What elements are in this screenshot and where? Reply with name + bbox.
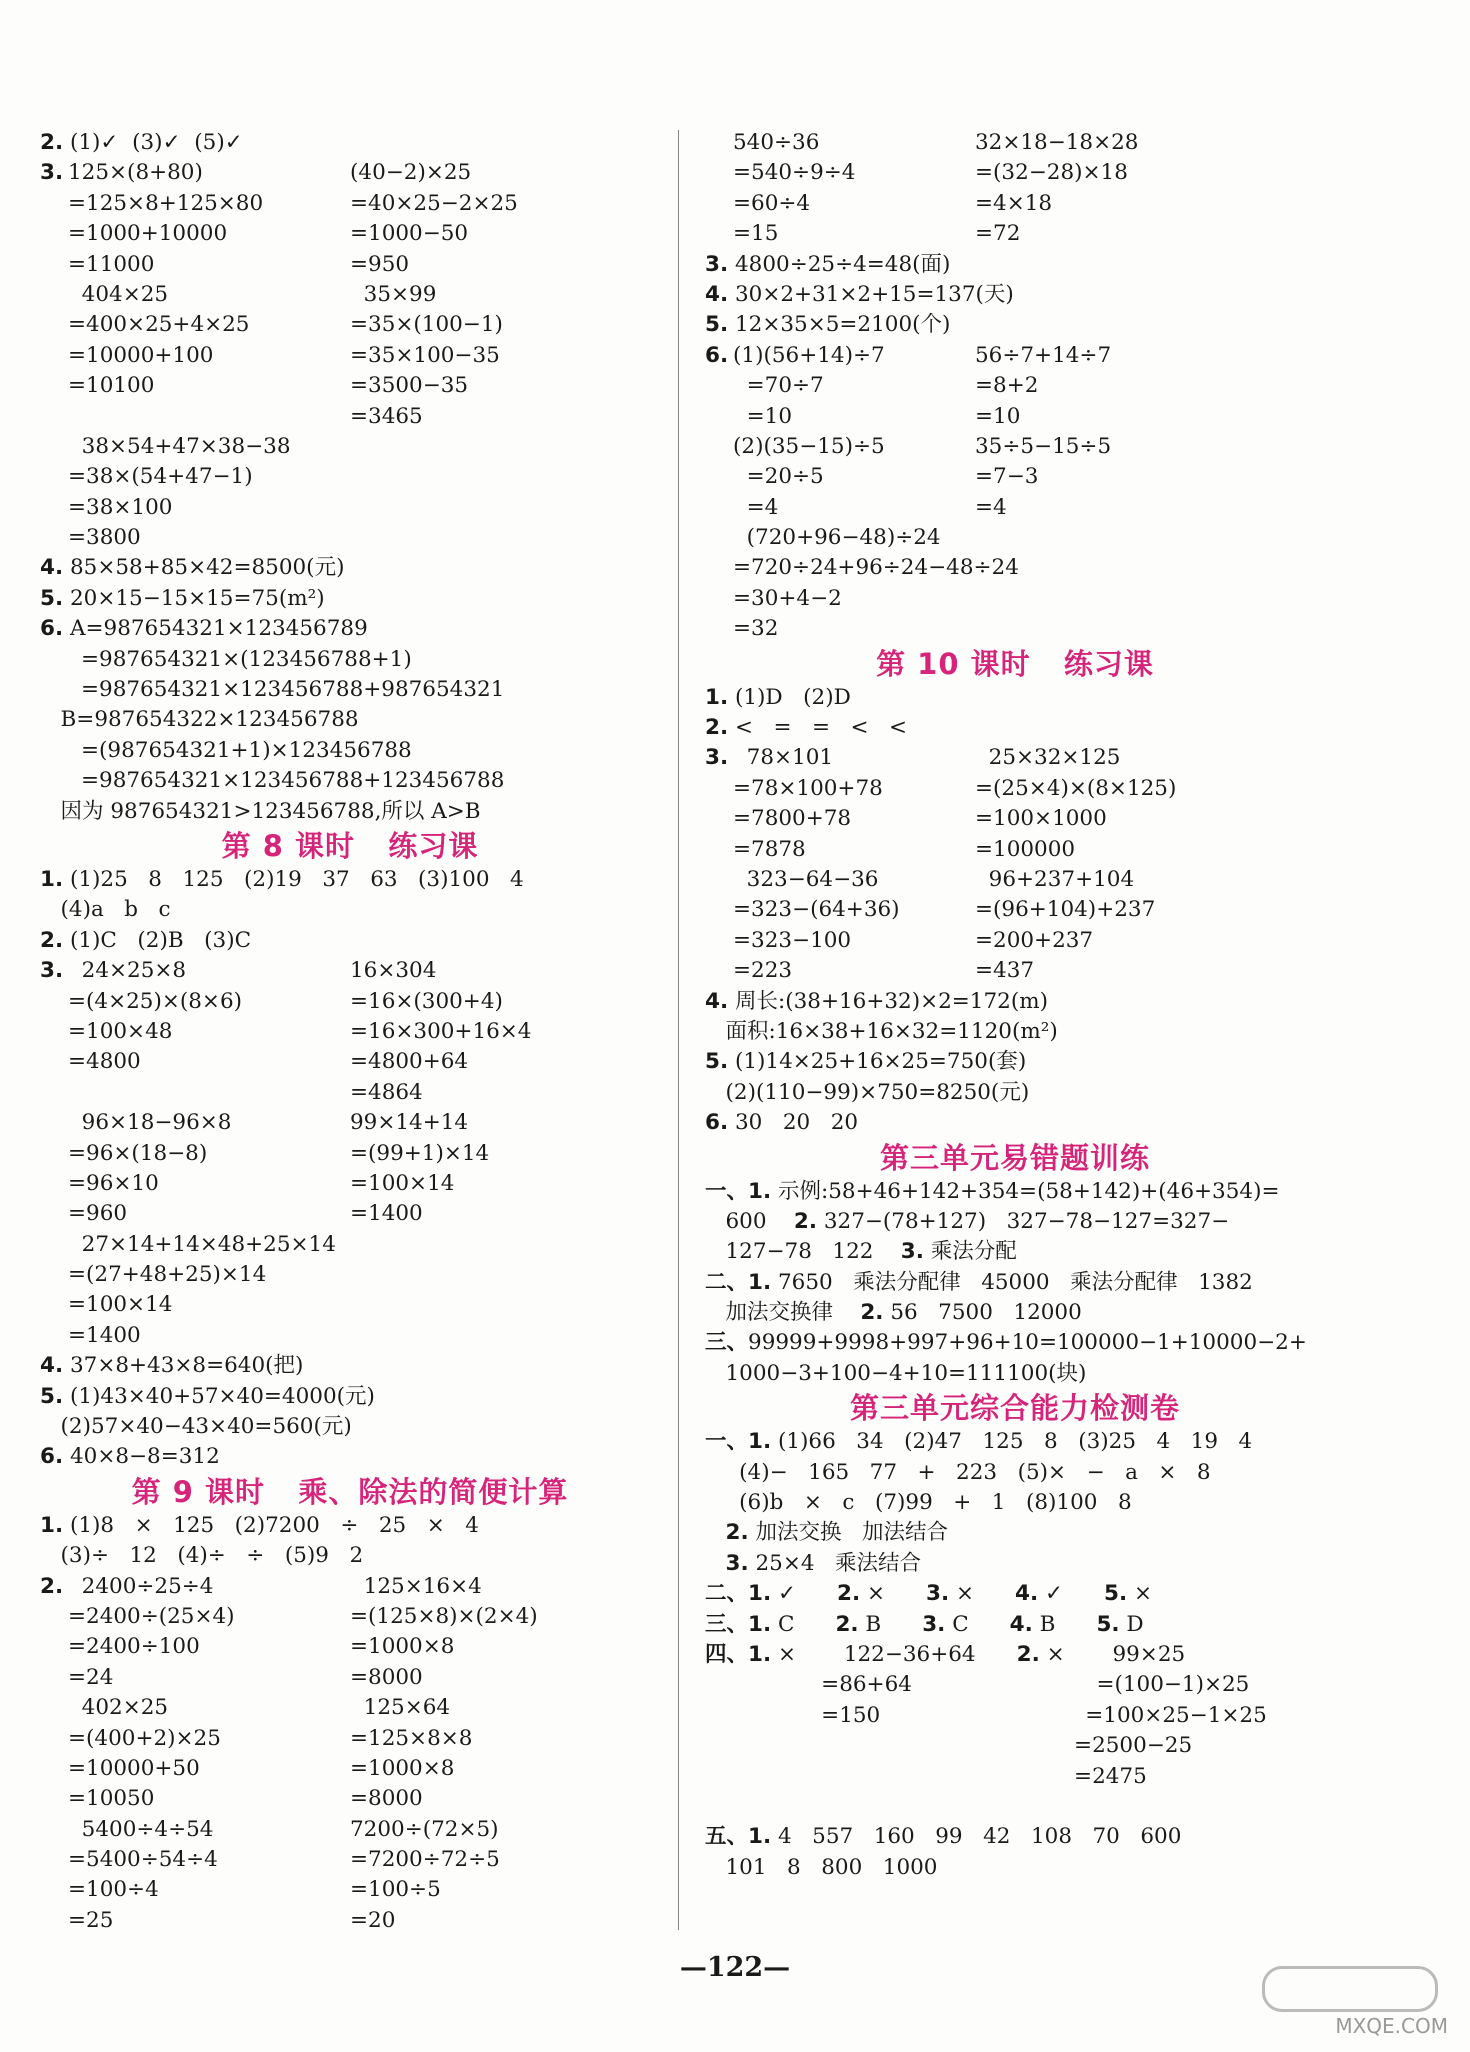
answer-line bbox=[40, 1572, 660, 1602]
answer-text: 三、1. C 2. B 3. C 4. B 5. D bbox=[705, 1611, 1144, 1637]
calc-cell: =4800+64 bbox=[350, 1049, 469, 1075]
calc-cell: =72 bbox=[975, 221, 1021, 247]
calc-cell: =40×25−2×25 bbox=[350, 190, 518, 216]
answer-text: 4. 37×8+43×8=640(把) bbox=[40, 1353, 304, 1379]
calc-cell: 2400÷25÷4 bbox=[68, 1573, 214, 1599]
calc-cell: =2400÷(25×4) bbox=[68, 1603, 235, 1629]
answer-text: =2475 bbox=[705, 1763, 1147, 1789]
calc-cell: 24×25×8 bbox=[68, 958, 187, 984]
answer-line bbox=[705, 987, 1325, 1017]
calc-cell: 32×18−18×28 bbox=[975, 130, 1139, 155]
calc-cell: =7878 bbox=[733, 836, 806, 862]
answer-line bbox=[705, 804, 1325, 834]
calc-cell: (720+96−48)÷24 bbox=[733, 525, 941, 551]
answer-line bbox=[40, 1875, 660, 1905]
answer-text: 1. (1)D (2)D bbox=[705, 684, 851, 710]
answer-line bbox=[40, 1724, 660, 1754]
answer-line bbox=[40, 1815, 660, 1845]
calc-cell: =1000×8 bbox=[350, 1755, 455, 1781]
answer-line bbox=[40, 584, 660, 614]
calc-cell: =38×100 bbox=[68, 494, 173, 520]
calc-cell: =10 bbox=[733, 403, 793, 429]
answer-line bbox=[40, 1017, 660, 1047]
answer-line bbox=[40, 736, 660, 766]
calc-cell: =4 bbox=[975, 494, 1007, 520]
answer-line bbox=[40, 402, 660, 432]
answer-line bbox=[705, 895, 1325, 925]
answer-line bbox=[705, 1047, 1325, 1077]
answer-line bbox=[40, 987, 660, 1017]
answer-text: 4. 85×58+85×42=8500(元) bbox=[40, 555, 345, 581]
answer-line bbox=[40, 432, 660, 462]
answer-text: =86+64 =(100−1)×25 bbox=[705, 1672, 1250, 1698]
calc-cell: =323−(64+36) bbox=[733, 897, 900, 923]
calc-cell: =70÷7 bbox=[733, 373, 824, 399]
answer-text: 四、1. × 122−36+64 2. × 99×25 bbox=[705, 1641, 1186, 1667]
answer-text: (4)− 165 77 + 223 (5)× − a × 8 bbox=[705, 1459, 1211, 1485]
calc-cell: 540÷36 bbox=[733, 130, 820, 155]
answer-line bbox=[705, 1237, 1325, 1267]
answer-line bbox=[705, 219, 1325, 249]
answer-line bbox=[40, 1199, 660, 1229]
calc-cell: =1000−50 bbox=[350, 221, 469, 247]
answer-text: 5. (1)43×40+57×40=4000(元) bbox=[40, 1383, 375, 1409]
answer-line bbox=[705, 1488, 1325, 1518]
calc-cell: =5400÷54÷4 bbox=[68, 1847, 218, 1873]
answer-line bbox=[40, 926, 660, 956]
calc-cell: =10100 bbox=[68, 373, 155, 399]
calc-cell: =200+237 bbox=[975, 927, 1094, 953]
calc-cell: =7800+78 bbox=[733, 806, 852, 832]
calc-cell: 16×304 bbox=[350, 958, 437, 984]
calc-cell: =223 bbox=[733, 958, 793, 984]
answer-line bbox=[40, 553, 660, 583]
calc-cell: =4800 bbox=[68, 1049, 141, 1075]
answer-line bbox=[705, 128, 1325, 158]
calc-cell: 78×101 bbox=[733, 745, 834, 771]
answer-line bbox=[705, 584, 1325, 614]
answer-line bbox=[40, 614, 660, 644]
answer-line bbox=[705, 683, 1325, 713]
calc-cell: =20 bbox=[350, 1907, 396, 1933]
calc-cell: =1400 bbox=[68, 1322, 141, 1348]
watermark-text: MXQE.COM bbox=[1335, 2014, 1448, 2038]
answer-line bbox=[40, 341, 660, 371]
calc-cell: (1)(56+14)÷7 bbox=[733, 342, 885, 368]
section-heading-text: 第 8 课时 练习课 bbox=[221, 828, 479, 863]
answer-line bbox=[40, 128, 660, 158]
answer-line bbox=[40, 280, 660, 310]
answer-line bbox=[705, 250, 1325, 280]
answer-line bbox=[40, 1260, 660, 1290]
calc-cell: =35×100−35 bbox=[350, 342, 500, 368]
calc-cell: =125×8+125×80 bbox=[68, 190, 264, 216]
answer-text: 4. 30×2+31×2+15=137(天) bbox=[705, 281, 1014, 307]
calc-cell: =100×14 bbox=[68, 1292, 173, 1318]
answer-text: =987654321×(123456788+1) bbox=[40, 646, 412, 672]
answer-line bbox=[40, 1845, 660, 1875]
calc-cell: =10000+50 bbox=[68, 1755, 200, 1781]
answer-line bbox=[40, 1108, 660, 1138]
calc-cell: =78×100+78 bbox=[733, 775, 883, 801]
answer-line bbox=[40, 797, 660, 827]
answer-line bbox=[705, 713, 1325, 743]
answer-text: 一、1. (1)66 34 (2)47 125 8 (3)25 4 19 4 bbox=[705, 1429, 1253, 1455]
answer-text: 127−78 122 3. 乘法分配 bbox=[705, 1239, 1017, 1265]
answer-line bbox=[705, 1078, 1325, 1108]
calc-cell: =540÷9÷4 bbox=[733, 160, 856, 186]
calc-cell: 5400÷4÷54 bbox=[68, 1816, 214, 1842]
calc-cell: =60÷4 bbox=[733, 190, 811, 216]
answer-line bbox=[40, 675, 660, 705]
calc-cell: =24 bbox=[68, 1664, 114, 1690]
answer-line bbox=[705, 1822, 1325, 1852]
answer-line bbox=[40, 1321, 660, 1351]
watermark-logo-icon bbox=[1262, 1966, 1438, 2012]
calc-cell: =2400÷100 bbox=[68, 1634, 200, 1660]
answer-line bbox=[40, 1382, 660, 1412]
question-number: 2. bbox=[40, 1573, 64, 1599]
calc-cell: 96×18−96×8 bbox=[68, 1110, 232, 1136]
calc-cell: =720÷24+96÷24−48÷24 bbox=[733, 555, 1019, 581]
answer-line bbox=[705, 1268, 1325, 1298]
calc-cell: =8+2 bbox=[975, 373, 1039, 399]
calc-cell: =437 bbox=[975, 958, 1035, 984]
calc-cell: =950 bbox=[350, 251, 410, 277]
calc-cell: =16×(300+4) bbox=[350, 988, 503, 1014]
calc-cell: =7200÷72÷5 bbox=[350, 1847, 500, 1873]
site-watermark bbox=[1248, 1968, 1448, 2038]
answer-line bbox=[705, 1328, 1325, 1358]
answer-line bbox=[40, 865, 660, 895]
calc-cell: =(96+104)+237 bbox=[975, 897, 1156, 923]
calc-cell: =3500−35 bbox=[350, 373, 469, 399]
calc-cell: =11000 bbox=[68, 251, 155, 277]
calc-cell: =35×(100−1) bbox=[350, 312, 503, 338]
answer-line bbox=[40, 310, 660, 340]
calc-cell: 38×54+47×38−38 bbox=[68, 433, 291, 459]
answer-line bbox=[40, 1290, 660, 1320]
calc-cell: =32 bbox=[733, 616, 779, 642]
calc-cell: =(125×8)×(2×4) bbox=[350, 1603, 538, 1629]
calc-cell: 35÷5−15÷5 bbox=[975, 433, 1112, 459]
section-heading bbox=[705, 645, 1325, 683]
answer-line bbox=[40, 189, 660, 219]
calc-cell: =10 bbox=[975, 403, 1021, 429]
answer-text: 3. 25×4 乘法结合 bbox=[725, 1550, 922, 1576]
calc-cell: =8000 bbox=[350, 1664, 423, 1690]
answer-line bbox=[40, 1230, 660, 1260]
answer-text: 6. 40×8−8=312 bbox=[40, 1444, 220, 1470]
calc-cell: =8000 bbox=[350, 1786, 423, 1812]
answer-line bbox=[40, 1541, 660, 1571]
calc-cell: =30+4−2 bbox=[733, 585, 842, 611]
answer-text: 加法交换律 2. 56 7500 12000 bbox=[705, 1300, 1082, 1326]
answer-line bbox=[705, 310, 1325, 340]
calc-cell: =4864 bbox=[350, 1079, 423, 1105]
calc-cell: 25×32×125 bbox=[975, 745, 1121, 771]
answer-line bbox=[705, 1017, 1325, 1047]
calc-cell: =1400 bbox=[350, 1201, 423, 1227]
answer-line bbox=[705, 1207, 1325, 1237]
answer-text: (3)÷ 12 (4)÷ ÷ (5)9 2 bbox=[40, 1543, 364, 1569]
calc-cell: =100×1000 bbox=[975, 806, 1107, 832]
section-heading-text: 第三单元综合能力检测卷 bbox=[849, 1391, 1181, 1426]
answer-text: 1000−3+100−4+10=111100(块) bbox=[705, 1360, 1087, 1386]
answer-line bbox=[705, 158, 1325, 188]
answer-line bbox=[705, 774, 1325, 804]
calc-cell: (40−2)×25 bbox=[350, 160, 472, 186]
answer-line bbox=[705, 432, 1325, 462]
question-number: 3. bbox=[705, 745, 729, 771]
calc-cell: 323−64−36 bbox=[733, 866, 879, 892]
answer-line bbox=[705, 462, 1325, 492]
calc-cell: =100000 bbox=[975, 836, 1076, 862]
answer-line bbox=[705, 341, 1325, 371]
calc-cell: (2)(35−15)÷5 bbox=[733, 433, 885, 459]
answer-text: 三、99999+9998+997+96+10=100000−1+10000−2+ bbox=[705, 1330, 1307, 1356]
answer-text: 600 2. 327−(78+127) 327−78−127=327− bbox=[705, 1208, 1230, 1234]
left-column bbox=[40, 128, 660, 1936]
calc-cell: =323−100 bbox=[733, 927, 852, 953]
answer-line bbox=[40, 462, 660, 492]
answer-text: 面积:16×38+16×32=1120(m²) bbox=[705, 1018, 1058, 1044]
calc-cell: =400×25+4×25 bbox=[68, 312, 250, 338]
calc-cell: =(32−28)×18 bbox=[975, 160, 1128, 186]
calc-cell: =7−3 bbox=[975, 464, 1039, 490]
answer-line bbox=[40, 956, 660, 986]
calc-cell: 99×14+14 bbox=[350, 1110, 469, 1136]
right-column bbox=[705, 128, 1325, 1883]
answer-line bbox=[705, 371, 1325, 401]
answer-line bbox=[705, 1298, 1325, 1328]
answer-text: 五、1. 4 557 160 99 42 108 70 600 bbox=[705, 1824, 1182, 1850]
answer-line bbox=[40, 1139, 660, 1169]
calc-cell: =960 bbox=[68, 1201, 128, 1227]
answer-text: 一、1. 示例:58+46+142+354=(58+142)+(46+354)= bbox=[705, 1178, 1280, 1204]
answer-line bbox=[705, 1427, 1325, 1457]
answer-line bbox=[705, 1762, 1325, 1792]
answer-text: 101 8 800 1000 bbox=[705, 1854, 938, 1880]
calc-cell: =96×(18−8) bbox=[68, 1140, 208, 1166]
answer-line bbox=[705, 835, 1325, 865]
answer-line bbox=[40, 895, 660, 925]
answer-text: 2. < = = < < bbox=[705, 715, 908, 741]
answer-text: (2)57×40−43×40=560(元) bbox=[40, 1414, 352, 1440]
answer-line bbox=[705, 280, 1325, 310]
answer-line bbox=[40, 1511, 660, 1541]
answer-line bbox=[40, 371, 660, 401]
answer-line bbox=[705, 614, 1325, 644]
answer-text: 二、1. ✓ 2. × 3. × 4. ✓ 5. × bbox=[705, 1581, 1152, 1607]
answer-line bbox=[40, 1693, 660, 1723]
section-heading bbox=[705, 1389, 1325, 1427]
answer-line bbox=[705, 1670, 1325, 1700]
calc-cell: =20÷5 bbox=[733, 464, 824, 490]
answer-line bbox=[40, 1047, 660, 1077]
answer-text: (4)a b c bbox=[40, 897, 171, 923]
answer-line bbox=[40, 1784, 660, 1814]
section-heading bbox=[40, 827, 660, 865]
answer-text: 3. 4800÷25÷4=48(面) bbox=[705, 251, 951, 277]
answer-text: =(987654321+1)×123456788 bbox=[40, 737, 412, 763]
answer-line bbox=[705, 1853, 1325, 1883]
calc-cell: =125×8×8 bbox=[350, 1725, 473, 1751]
answer-line bbox=[40, 1078, 660, 1108]
calc-cell: =1000×8 bbox=[350, 1634, 455, 1660]
question-number: 6. bbox=[705, 342, 729, 368]
answer-text: 2. (1)✓ (3)✓ (5)✓ bbox=[40, 130, 243, 155]
answer-line bbox=[40, 1754, 660, 1784]
calc-cell: =(400+2)×25 bbox=[68, 1725, 221, 1751]
calc-cell: =100×14 bbox=[350, 1170, 455, 1196]
answer-text: (2)(110−99)×750=8250(元) bbox=[705, 1079, 1030, 1105]
calc-cell: 7200÷(72×5) bbox=[350, 1816, 499, 1842]
answer-text: 6. 30 20 20 bbox=[705, 1110, 859, 1136]
answer-line bbox=[40, 1412, 660, 1442]
calc-cell: =100×48 bbox=[68, 1018, 173, 1044]
calc-cell: 96+237+104 bbox=[975, 866, 1135, 892]
answer-line bbox=[40, 1351, 660, 1381]
answer-line bbox=[705, 1579, 1325, 1609]
answer-text: 2. (1)C (2)B (3)C bbox=[40, 927, 252, 953]
calc-cell: =15 bbox=[733, 221, 779, 247]
answer-line bbox=[40, 1602, 660, 1632]
answer-line bbox=[40, 1169, 660, 1199]
answer-line bbox=[705, 1177, 1325, 1207]
answer-line bbox=[705, 1108, 1325, 1138]
answer-line bbox=[705, 743, 1325, 773]
calc-cell: =(27+48+25)×14 bbox=[68, 1262, 267, 1288]
calc-cell: 402×25 bbox=[68, 1695, 169, 1721]
answer-text: 5. 20×15−15×15=75(m²) bbox=[40, 585, 325, 611]
calc-cell: 125×64 bbox=[350, 1695, 451, 1721]
answer-text: 4. 周长:(38+16+32)×2=172(m) bbox=[705, 988, 1049, 1014]
section-heading bbox=[40, 1473, 660, 1511]
answer-line bbox=[40, 250, 660, 280]
answer-line bbox=[40, 1632, 660, 1662]
answer-text: 1. (1)8 × 125 (2)7200 ÷ 25 × 4 bbox=[40, 1512, 479, 1538]
answer-line bbox=[705, 189, 1325, 219]
calc-cell: =10000+100 bbox=[68, 342, 214, 368]
answer-line bbox=[705, 1518, 1325, 1548]
answer-line bbox=[705, 956, 1325, 986]
calc-cell: =3800 bbox=[68, 525, 141, 551]
answer-text: B=987654322×123456788 bbox=[40, 707, 359, 733]
answer-text: 二、1. 7650 乘法分配律 45000 乘法分配律 1382 bbox=[705, 1269, 1253, 1295]
column-divider bbox=[678, 130, 679, 1930]
answer-text: 5. 12×35×5=2100(个) bbox=[705, 312, 951, 338]
section-heading bbox=[705, 1139, 1325, 1177]
calc-cell: =96×10 bbox=[68, 1170, 159, 1196]
answer-line bbox=[40, 645, 660, 675]
answer-text: 5. (1)14×25+16×25=750(套) bbox=[705, 1049, 1027, 1075]
calc-cell: 35×99 bbox=[350, 281, 437, 307]
answer-line bbox=[40, 705, 660, 735]
question-number: 3. bbox=[40, 958, 64, 984]
answer-text: (6)b × c (7)99 + 1 (8)100 8 bbox=[705, 1490, 1132, 1516]
calc-cell: 125×(8+80) bbox=[68, 160, 203, 186]
answer-line bbox=[705, 1610, 1325, 1640]
calc-cell: =4×18 bbox=[975, 190, 1053, 216]
answer-line bbox=[705, 523, 1325, 553]
answer-line bbox=[705, 926, 1325, 956]
question-number: 3. bbox=[40, 160, 64, 186]
answer-text: 因为 987654321>123456788,所以 A>B bbox=[40, 798, 481, 824]
answer-line bbox=[705, 1549, 1325, 1579]
answer-line bbox=[705, 1640, 1325, 1670]
page-number: —122— bbox=[679, 1952, 791, 1983]
calc-cell: =38×(54+47−1) bbox=[68, 464, 253, 490]
answer-line bbox=[705, 1458, 1325, 1488]
calc-cell: =(99+1)×14 bbox=[350, 1140, 490, 1166]
answer-text: 6. A=987654321×123456789 bbox=[40, 616, 368, 642]
answer-text: =2500−25 bbox=[705, 1733, 1193, 1759]
calc-cell: =25 bbox=[68, 1907, 114, 1933]
calc-cell: =(25×4)×(8×125) bbox=[975, 775, 1177, 801]
answer-line bbox=[705, 402, 1325, 432]
calc-cell: =4 bbox=[733, 494, 779, 520]
answer-text: =987654321×123456788+987654321 bbox=[40, 677, 505, 703]
answer-text: =987654321×123456788+123456788 bbox=[40, 768, 505, 794]
calc-cell: 27×14+14×48+25×14 bbox=[68, 1231, 336, 1257]
calc-cell: =100÷5 bbox=[350, 1877, 441, 1903]
answer-line bbox=[40, 766, 660, 796]
section-heading-text: 第 10 课时 练习课 bbox=[876, 646, 1154, 681]
calc-cell: =3465 bbox=[350, 403, 423, 429]
answer-line bbox=[40, 1906, 660, 1936]
answer-line bbox=[705, 865, 1325, 895]
answer-text: =150 =100×25−1×25 bbox=[705, 1702, 1267, 1728]
answer-line bbox=[40, 1663, 660, 1693]
answer-line bbox=[705, 1701, 1325, 1731]
answer-text: 1. (1)25 8 125 (2)19 37 63 (3)100 4 bbox=[40, 866, 524, 892]
calc-cell: =(4×25)×(8×6) bbox=[68, 988, 243, 1014]
calc-cell: =10050 bbox=[68, 1786, 155, 1812]
answer-line bbox=[705, 553, 1325, 583]
answer-line bbox=[40, 1442, 660, 1472]
calc-cell: =100÷4 bbox=[68, 1877, 159, 1903]
answer-line bbox=[40, 493, 660, 523]
answer-line bbox=[705, 1359, 1325, 1389]
answer-line bbox=[40, 219, 660, 249]
calc-cell: 125×16×4 bbox=[350, 1573, 482, 1599]
answer-line bbox=[705, 1731, 1325, 1761]
calc-cell: 56÷7+14÷7 bbox=[975, 342, 1112, 368]
answer-line bbox=[40, 158, 660, 188]
calc-cell: =16×300+16×4 bbox=[350, 1018, 532, 1044]
section-heading-text: 第 9 课时 乘、除法的简便计算 bbox=[131, 1474, 569, 1509]
answer-line bbox=[705, 1792, 1325, 1822]
answer-text: 2. 加法交换 加法结合 bbox=[725, 1520, 948, 1546]
calc-cell: =1000+10000 bbox=[68, 221, 228, 247]
answer-line bbox=[40, 523, 660, 553]
calc-cell: 404×25 bbox=[68, 281, 169, 307]
section-heading-text: 第三单元易错题训练 bbox=[879, 1140, 1151, 1175]
answer-line bbox=[705, 493, 1325, 523]
